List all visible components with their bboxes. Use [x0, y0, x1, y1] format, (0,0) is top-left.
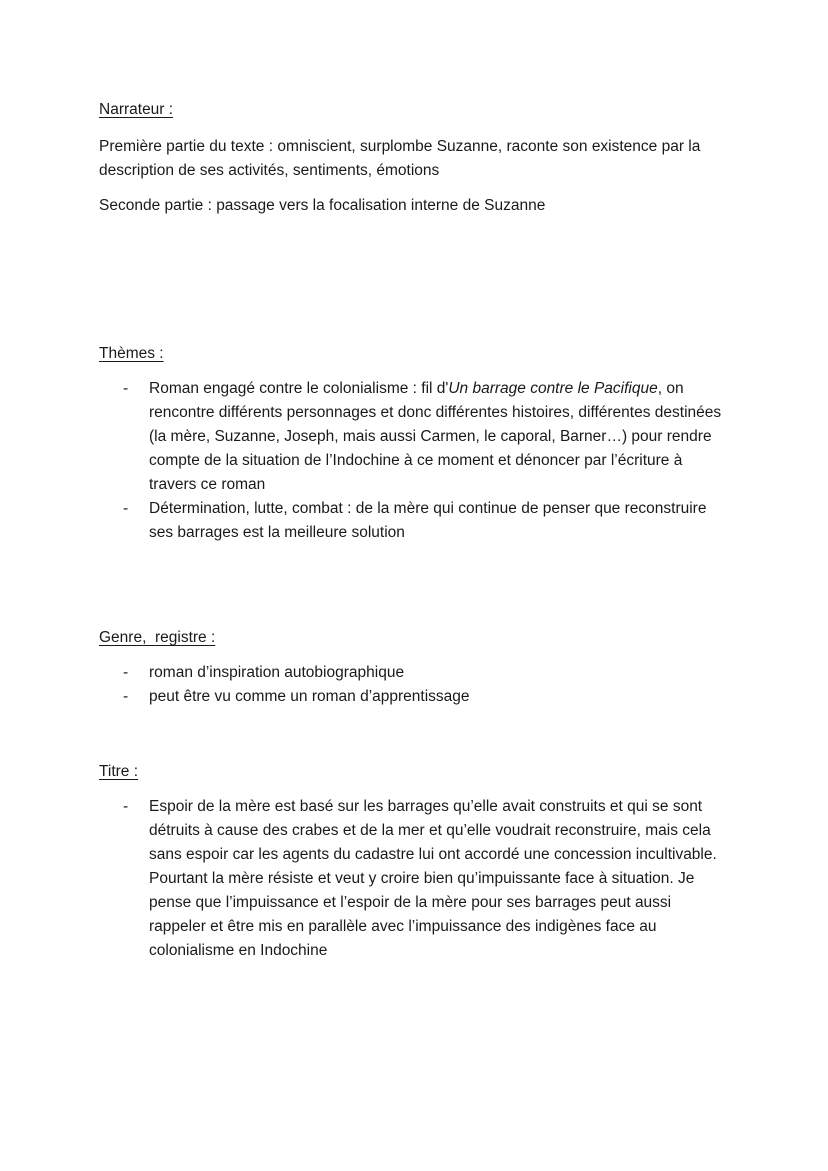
themes-item-1-text-end: , on rencontre différents personnages et donc différentes histoires, différentes destinées (la mère, Suzanne, Joseph, mais aussi Carmen, le caporal, Barner…) pour rendre compte de la situation de l’Indochine à ce moment et dénoncer par l’écriture à travers ce roman [149, 380, 722, 493]
list-item [99, 497, 729, 545]
themes-list [99, 377, 739, 545]
book-title: Un barrage contre le Pacifique [448, 380, 658, 397]
list-item [99, 795, 729, 963]
heading-titre: Titre : [99, 763, 139, 780]
section-genre [99, 626, 739, 709]
titre-list [99, 795, 739, 963]
list-bullet: - [123, 500, 129, 517]
section-narrateur [99, 98, 739, 218]
list-item [99, 685, 729, 709]
titre-item-1-text: Espoir de la mère est basé sur les barrages qu’elle avait construits et qui se sont détruits à cause des crabes et de la mer et qu’elle voudrait reconstruire, mais cela sans espoir car les agents du cadastre lui ont accordé une concession incultivable. Pourtant la mère résiste et veut y croire bien qu’impuissante face à situation. Je pense que l’impuissance et l’espoir de la mère pour ses barrages peut aussi rappeler et être mis en parallèle avec l’impuissance des indigènes face au colonialisme en Indochine [149, 798, 717, 959]
list-item [99, 377, 729, 497]
list-bullet: - [123, 380, 129, 397]
themes-item-2-text: Détermination, lutte, combat : de la mère qui continue de penser que reconstruire ses barrages est la meilleure solution [149, 500, 707, 541]
list-bullet: - [123, 688, 129, 705]
heading-themes: Thèmes : [99, 345, 164, 362]
list-item [99, 661, 729, 685]
heading-narrateur: Narrateur : [99, 101, 174, 118]
list-bullet: - [123, 664, 129, 681]
narrateur-paragraph-2: Seconde partie : passage vers la focalisation interne de Suzanne [99, 197, 546, 214]
genre-list [99, 661, 739, 709]
list-bullet: - [123, 798, 129, 815]
section-themes [99, 342, 739, 545]
heading-genre: Genre, registre : [99, 629, 216, 646]
narrateur-paragraph-1: Première partie du texte : omniscient, surplombe Suzanne, raconte son existence par la description de ses activités, sentiments, émotions [99, 138, 701, 179]
themes-item-1-text-start: Roman engagé contre le colonialisme : fil d' [149, 380, 449, 397]
genre-item-1-text: roman d’inspiration autobiographique [149, 664, 405, 681]
genre-item-2-text: peut être vu comme un roman d’apprentissage [149, 688, 470, 705]
section-titre [99, 760, 739, 963]
